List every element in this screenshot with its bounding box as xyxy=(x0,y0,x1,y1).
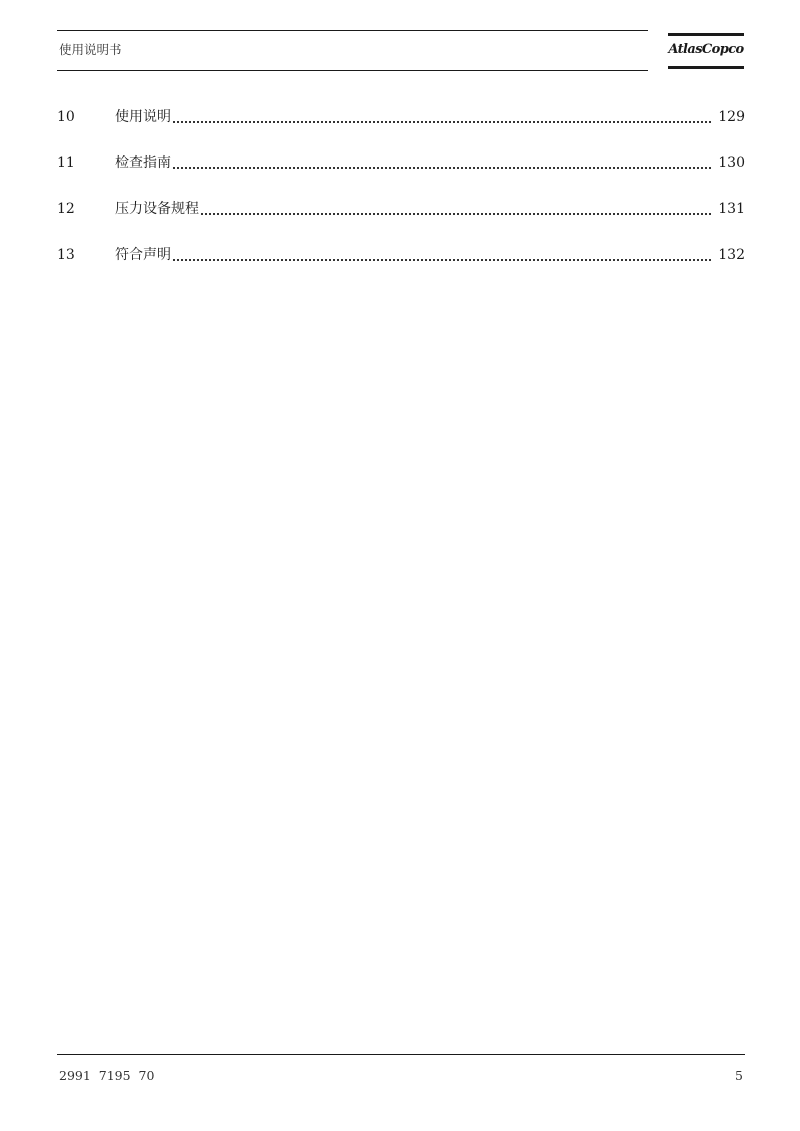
footer-document-number: 2991 7195 70 xyxy=(59,1068,155,1083)
toc-entry[interactable] xyxy=(57,244,745,290)
footer-page-number: 5 xyxy=(735,1068,743,1083)
toc-entry-page: 131 xyxy=(718,201,745,217)
logo-brand-text: AtlasCopco xyxy=(668,42,744,57)
toc-entry-title: 使用说明 xyxy=(115,109,171,125)
toc-entry[interactable] xyxy=(57,152,745,198)
header-bottom-rule xyxy=(57,70,648,71)
toc-entry-page: 132 xyxy=(718,247,745,263)
document-title: 使用说明书 xyxy=(59,42,122,57)
toc-entry-number: 12 xyxy=(57,201,75,217)
table-of-contents xyxy=(57,106,745,290)
header-top-rule xyxy=(57,30,648,31)
atlas-copco-logo xyxy=(668,33,744,71)
toc-dot-leader xyxy=(173,106,711,128)
toc-dot-leader xyxy=(201,198,711,220)
toc-dot-leader xyxy=(173,244,711,266)
logo-bottom-bar xyxy=(668,66,744,69)
logo-top-bar xyxy=(668,33,744,36)
toc-entry[interactable] xyxy=(57,106,745,152)
footer-rule xyxy=(57,1054,745,1055)
toc-entry-title: 符合声明 xyxy=(115,247,171,263)
toc-entry-page: 129 xyxy=(718,109,745,125)
toc-entry-number: 11 xyxy=(57,155,75,171)
toc-entry[interactable] xyxy=(57,198,745,244)
toc-entry-number: 10 xyxy=(57,109,75,125)
toc-dot-leader xyxy=(173,152,711,174)
toc-entry-title: 检查指南 xyxy=(115,155,171,171)
toc-entry-page: 130 xyxy=(718,155,745,171)
toc-entry-title: 压力设备规程 xyxy=(115,201,199,217)
toc-entry-number: 13 xyxy=(57,247,75,263)
